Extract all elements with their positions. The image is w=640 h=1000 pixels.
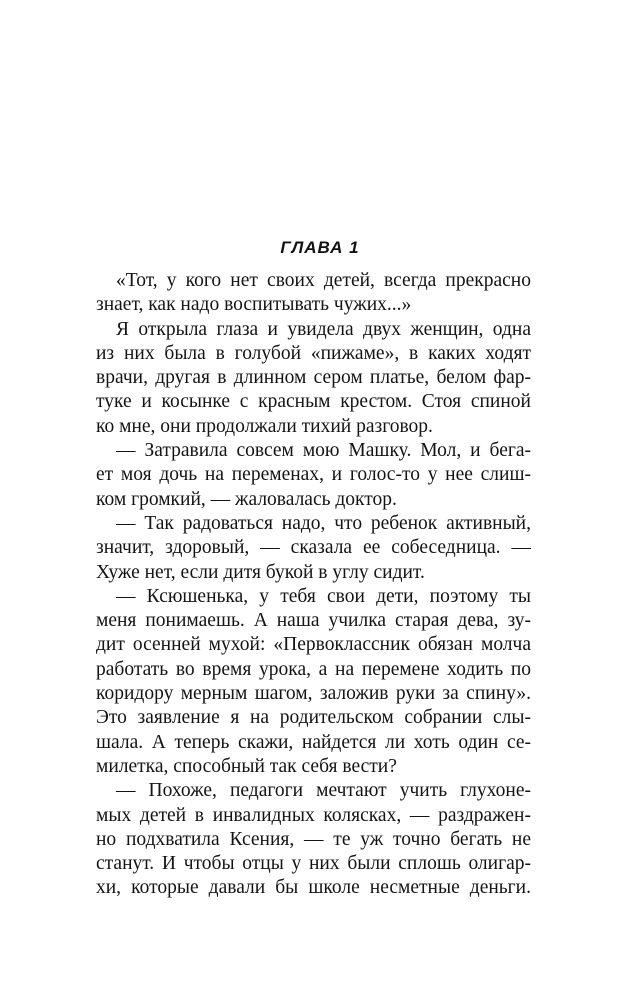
body-text xyxy=(96,269,531,901)
text-line: милетка, способный так себя вести? xyxy=(96,755,397,777)
text-line: но подхватила Ксения, — те уж точно бегать не xyxy=(96,828,531,850)
text-line: ком громкий, — жаловалась доктор. xyxy=(96,488,397,510)
chapter-title: ГЛАВА 1 xyxy=(280,238,360,257)
text-line: — Затравила совсем мою Машку. Мол, и бега- xyxy=(116,440,531,462)
text-line: ко мне, они продолжали тихий разговор. xyxy=(96,415,433,437)
text-line: работать во время урока, а на перемене ходить по xyxy=(96,658,531,680)
text-line: значит, здоровый, — сказала ее собеседница. — xyxy=(96,537,531,559)
text-line: коридору мерным шагом, заложив руки за спину». xyxy=(96,683,531,705)
text-line: — Так радоваться надо, что ребенок активный, xyxy=(116,512,531,534)
text-line: дит осенней мухой: «Первоклассник обязан молча xyxy=(96,634,531,656)
text-line: из них была в голубой «пижаме», в каких ходят xyxy=(96,342,531,364)
text-line: ет моя дочь на переменах, и голос-то у нее слиш- xyxy=(96,464,531,486)
text-line: станут. И чтобы отцы у них были сплошь олигар- xyxy=(96,853,531,875)
text-line: врачи, другая в длинном сером платье, белом фар- xyxy=(96,367,531,389)
text-line: меня понимаешь. А наша училка старая дева, зу- xyxy=(96,610,531,632)
text-line: Это заявление я на родительском собрании слы- xyxy=(96,707,531,729)
text-line: «Тот, у кого нет своих детей, всегда прекрасно xyxy=(116,270,531,291)
text-line: туке и косынке с красным крестом. Стоя спиной xyxy=(96,391,531,413)
text-line: хи, которые давали бы школе несметные деньги. xyxy=(96,877,531,899)
text-line: — Похоже, педагоги мечтают учить глухоне- xyxy=(116,780,531,802)
text-line: шала. А теперь скажи, найдется ли хоть один се- xyxy=(96,731,531,753)
text-line: Хуже нет, если дитя букой в углу сидит. xyxy=(96,561,425,583)
text-line: мых детей в инвалидных колясках, — раздражен- xyxy=(96,804,531,826)
text-line: знает, как надо воспитывать чужих...» xyxy=(96,294,412,316)
text-line: — Ксюшенька, у тебя свои дети, поэтому ты xyxy=(116,585,531,607)
text-line: Я открыла глаза и увидела двух женщин, одна xyxy=(116,318,531,340)
